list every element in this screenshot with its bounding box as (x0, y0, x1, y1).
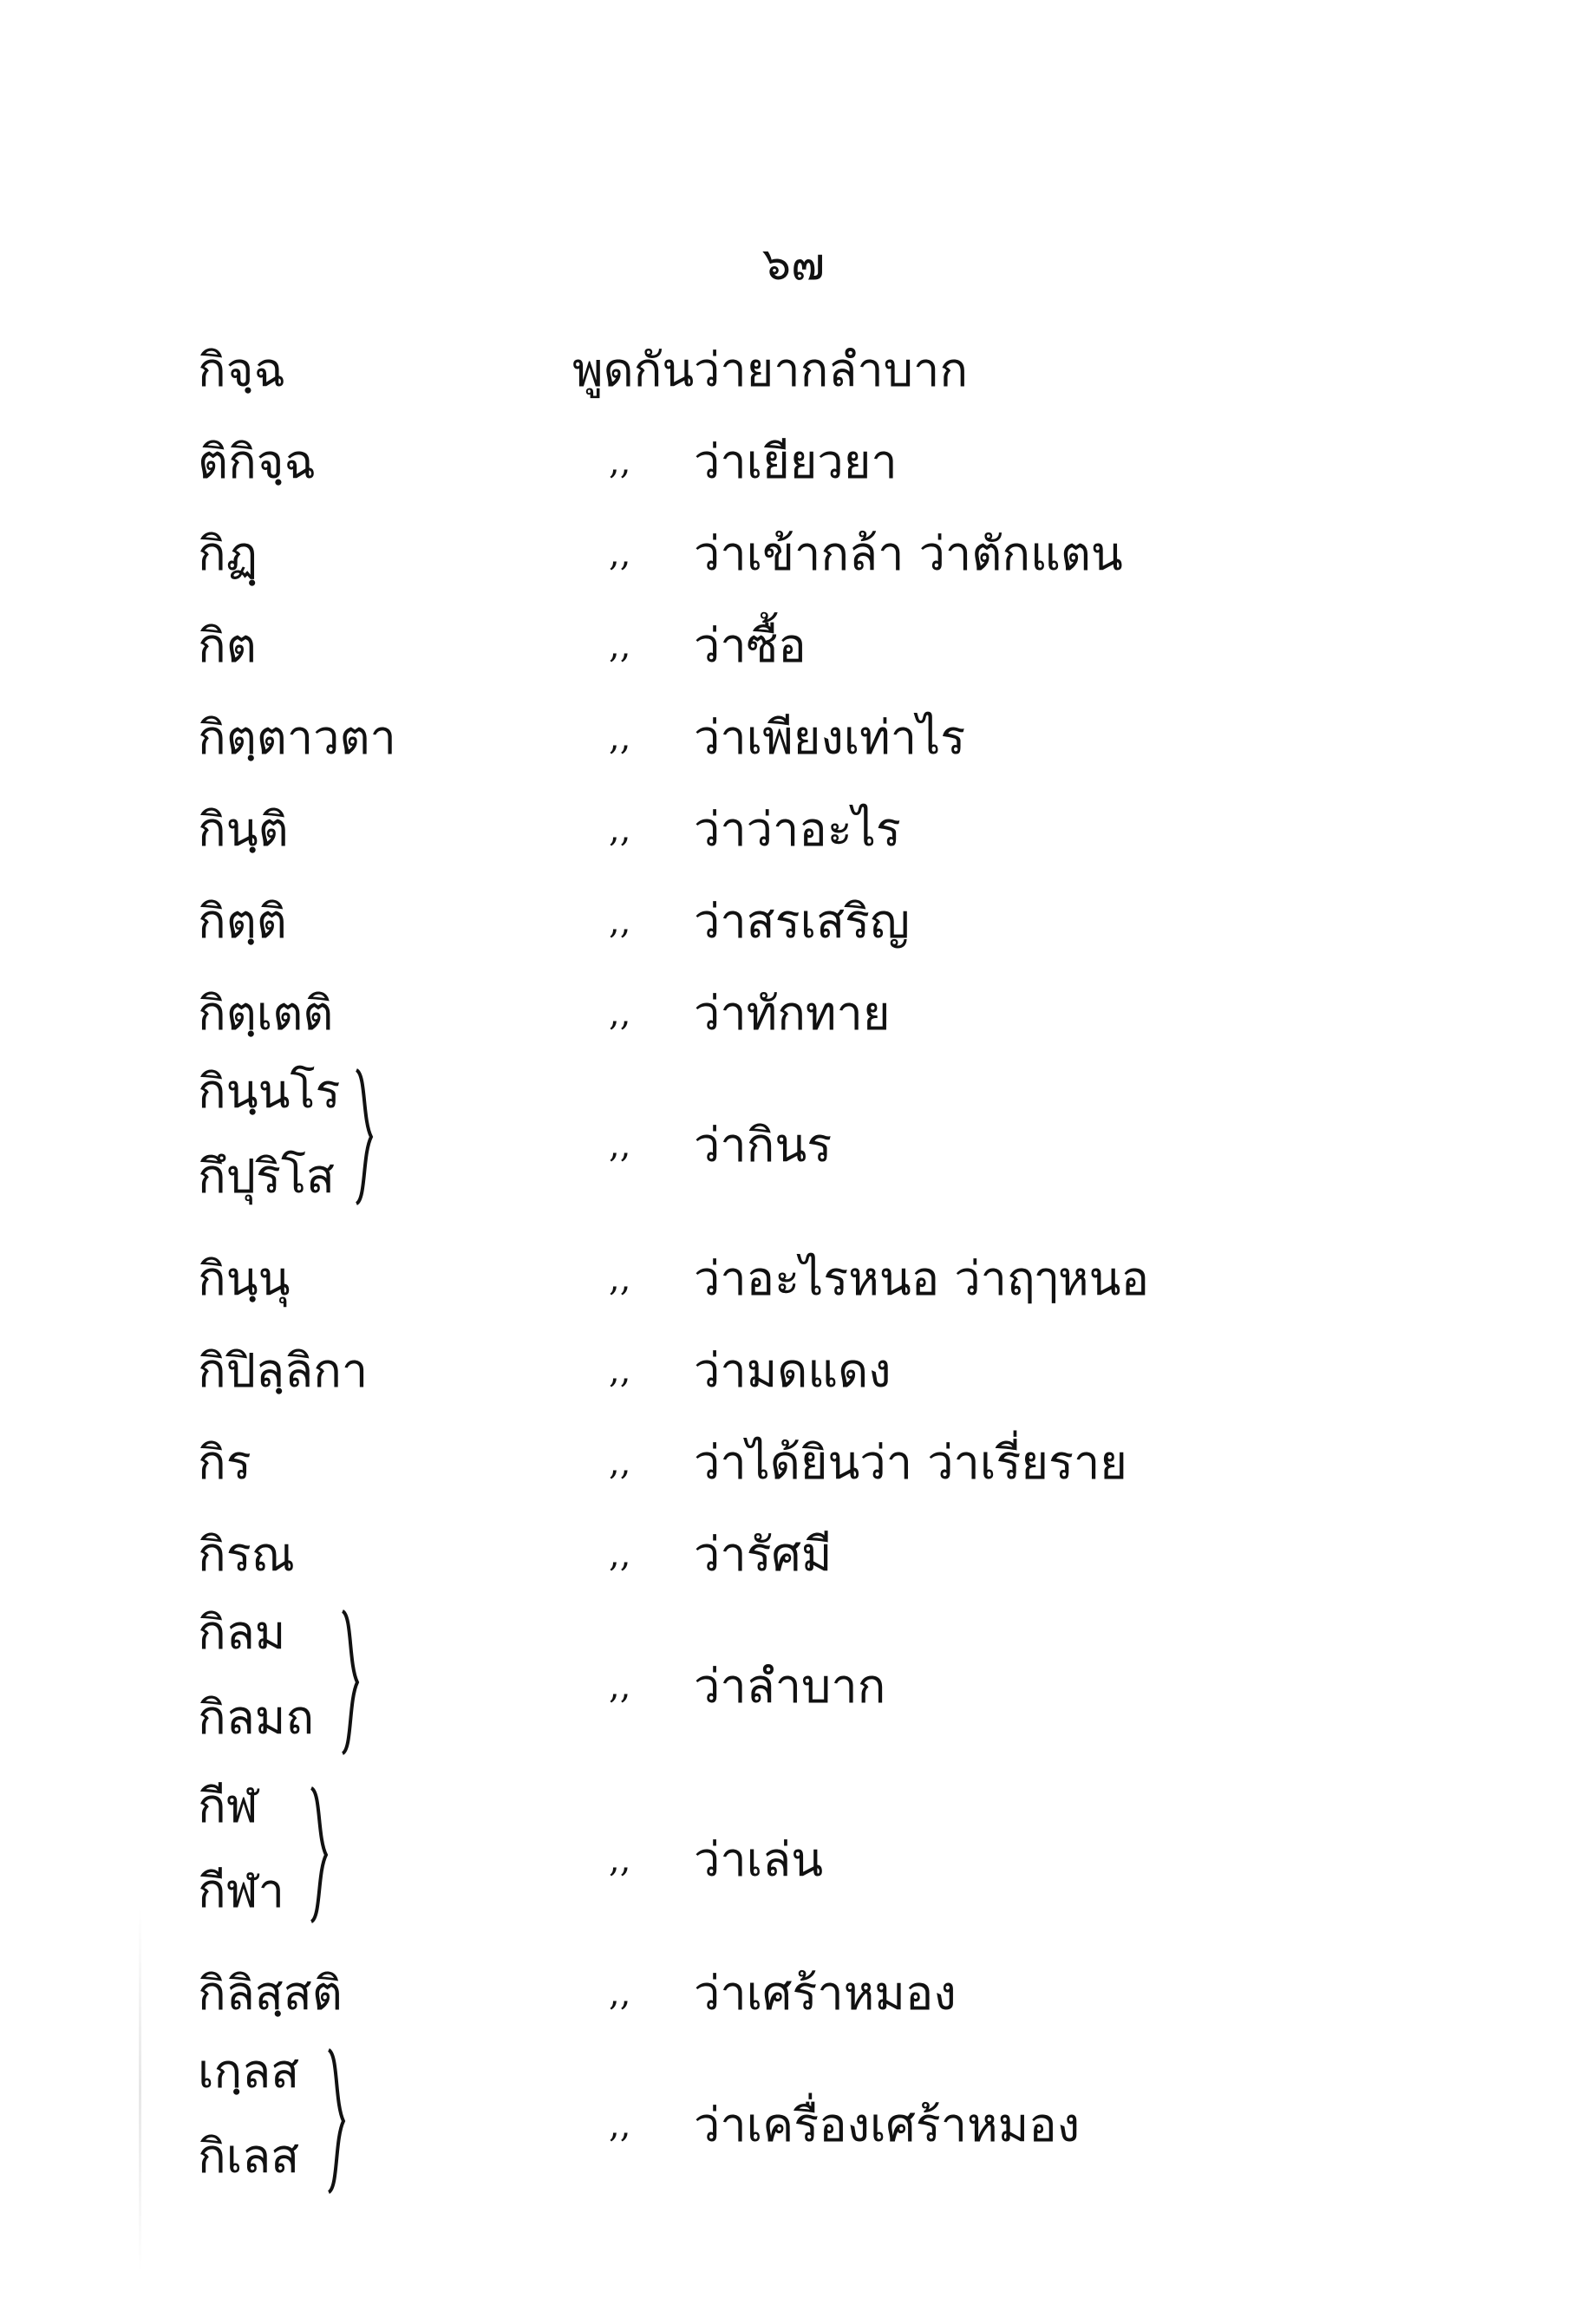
meaning: ว่ายากลำบาก (694, 343, 969, 397)
glossary-entry (0, 417, 1587, 509)
glossary-entry (0, 693, 1587, 785)
headword: กิตฺติ (198, 894, 287, 949)
ditto-mark: ,, (609, 1840, 631, 1880)
ditto-mark: ,, (609, 902, 631, 942)
headword: เกฺลส (198, 2044, 300, 2099)
ditto-mark: ,, (609, 1535, 631, 1575)
speech-marker: พูดกัน (572, 343, 695, 397)
meaning: ว่าซื้อ (694, 618, 807, 673)
scan-margin-shadow (139, 1908, 141, 2272)
headword: กิลมถ (198, 1690, 315, 1745)
glossary-entry-group (0, 1775, 1587, 1949)
right-brace-icon (326, 2047, 347, 2195)
meaning: ว่าเล่น (694, 1832, 824, 1887)
ditto-mark: ,, (609, 810, 631, 850)
page-number: ๖๗ (761, 238, 826, 290)
ditto-mark: ,, (609, 1126, 631, 1165)
headword: กินฺติ (198, 802, 289, 857)
meaning: ว่าเยียวยา (694, 434, 898, 489)
meaning: ว่าเพียงเท่าไร (694, 710, 966, 765)
headword: ติกิจฺฉ (198, 434, 317, 489)
meaning: ว่าลำบาก (694, 1659, 886, 1714)
glossary-list (0, 325, 1587, 2214)
glossary-entry (0, 1234, 1587, 1326)
ditto-mark: ,, (609, 718, 631, 758)
glossary-entry-group (0, 2040, 1587, 2214)
headword: กิจฺฉ (198, 343, 286, 397)
headword: กิตฺเตติ (198, 986, 334, 1041)
glossary-entry (0, 1949, 1587, 2040)
right-brace-icon (309, 1785, 330, 1924)
ditto-mark: ,, (609, 1667, 631, 1707)
meaning: ว่าอะไรหนอ ว่าฤๅหนอ (694, 1251, 1149, 1306)
meaning: ว่าเครื่องเศร้าหมอง (694, 2098, 1081, 2152)
ditto-mark: ,, (609, 442, 631, 482)
headword: กิต (198, 618, 257, 673)
meaning: ว่ากินร (694, 1118, 833, 1172)
glossary-entry (0, 785, 1587, 877)
ditto-mark: ,, (609, 534, 631, 574)
headword: กิตฺตาวตา (198, 710, 396, 765)
ditto-mark: ,, (609, 1351, 631, 1391)
glossary-entry (0, 877, 1587, 969)
meaning: ว่าว่าอะไร (694, 802, 901, 857)
meaning: ว่ามดแดง (694, 1343, 891, 1398)
glossary-entry-group (0, 1602, 1587, 1775)
headword: กิปิลฺลิกา (198, 1343, 369, 1398)
headword: กีฬ (198, 1779, 258, 1833)
meaning: ว่าเข้ากล้า ว่าตักแตน (694, 526, 1123, 581)
headword: กินฺนุ (198, 1251, 291, 1306)
glossary-entry (0, 1326, 1587, 1418)
headword: กินฺนโร (198, 1064, 341, 1119)
glossary-entry (0, 601, 1587, 693)
meaning: ว่าได้ยินว่า ว่าเรี่ยราย (694, 1435, 1127, 1490)
headword: กิลิสฺสติ (198, 1966, 343, 2020)
glossary-entry (0, 1510, 1587, 1602)
meaning: ว่าเศร้าหมอง (694, 1966, 957, 2020)
glossary-entry-group (0, 1061, 1587, 1234)
ditto-mark: ,, (609, 626, 631, 666)
glossary-entry (0, 509, 1587, 601)
glossary-entry (0, 325, 1587, 417)
ditto-mark: ,, (609, 1974, 631, 2014)
ditto-mark: ,, (609, 994, 631, 1034)
glossary-entry (0, 969, 1587, 1061)
headword: กึปุริโส (198, 1149, 335, 1204)
headword: กิรณ (198, 1527, 295, 1582)
ditto-mark: ,, (609, 2105, 631, 2145)
right-brace-icon (340, 1609, 361, 1756)
headword: กีฬา (198, 1864, 284, 1918)
glossary-entry (0, 1418, 1587, 1510)
headword: กิลม (198, 1605, 286, 1660)
right-brace-icon (354, 1067, 375, 1206)
headword: กิเลส (198, 2129, 300, 2184)
meaning: ว่าสรเสริญ (694, 894, 911, 949)
meaning: ว่ารัศมี (694, 1527, 833, 1582)
headword: กิร (198, 1435, 251, 1490)
headword: กิฏฺ (198, 526, 258, 581)
ditto-mark: ,, (609, 1443, 631, 1483)
meaning: ว่าทักทาย (694, 986, 891, 1041)
ditto-mark: ,, (609, 1259, 631, 1299)
